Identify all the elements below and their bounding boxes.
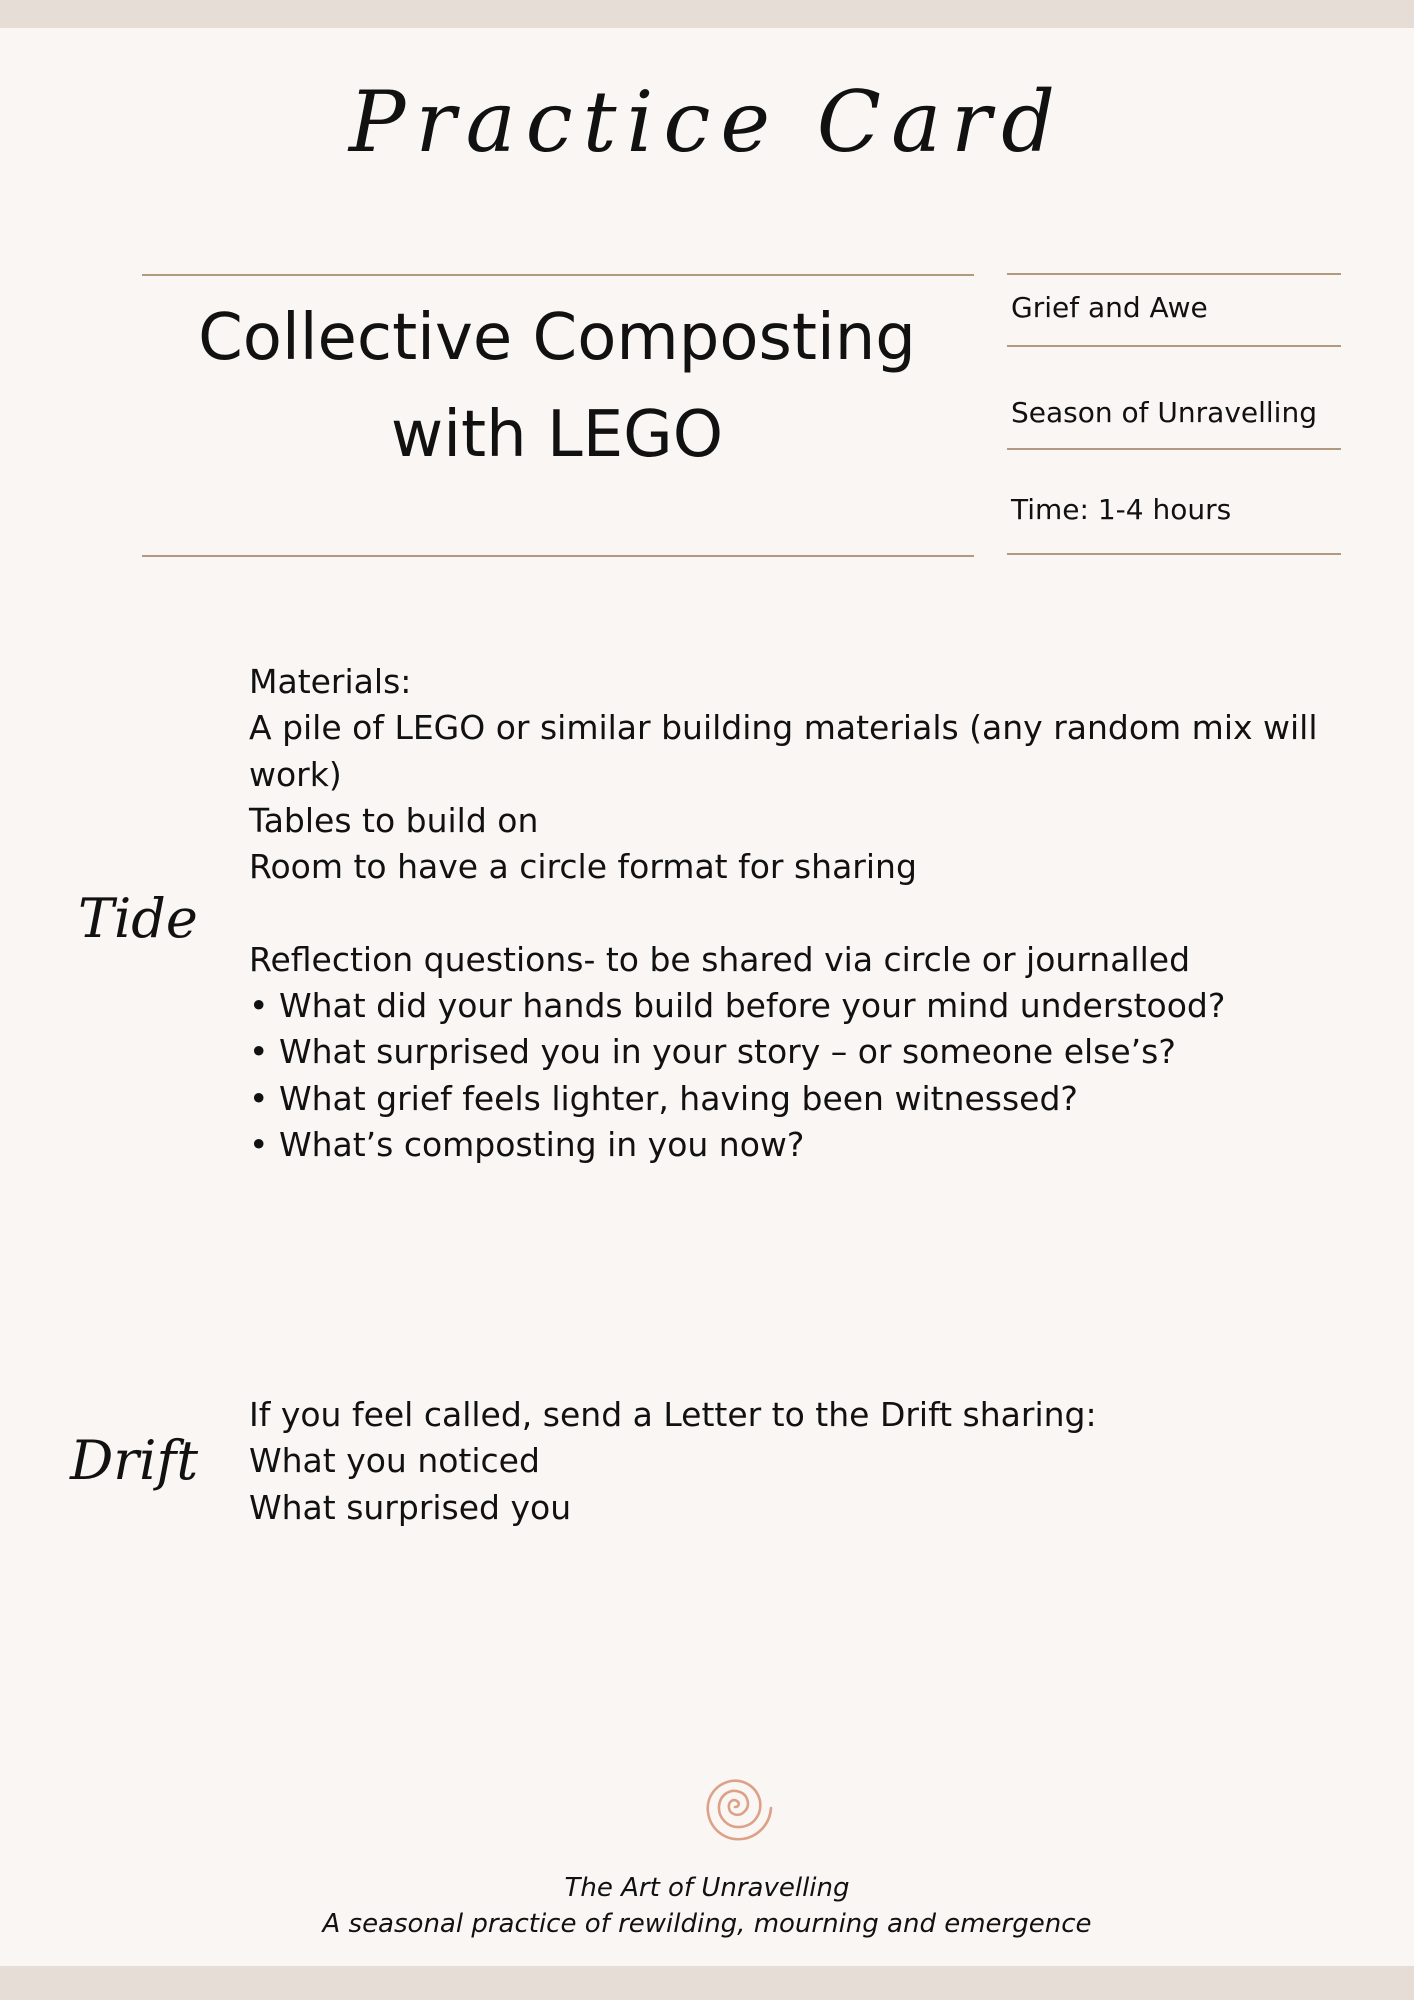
materials-item: Room to have a circle format for sharing	[249, 847, 917, 887]
meta-time: Time: 1-4 hours	[1011, 493, 1232, 526]
footer-tagline: A seasonal practice of rewilding, mourning and emergence	[322, 1909, 1092, 1939]
footer-title: The Art of Unravelling	[564, 1873, 850, 1903]
reflection-heading: Reflection questions- to be shared via circle or journalled	[249, 939, 1191, 979]
meta-rule-4	[1007, 553, 1341, 555]
drift-content	[249, 1392, 1369, 1531]
tide-content	[249, 659, 1369, 1168]
meta-rule-2	[1007, 345, 1341, 347]
meta-season: Season of Unravelling	[1011, 396, 1317, 429]
reflection-question: • What grief feels lighter, having been witnessed?	[249, 1078, 1078, 1118]
meta-rule-1	[1007, 273, 1341, 275]
materials-heading: Materials:	[249, 662, 412, 701]
section-spacer	[249, 890, 1369, 936]
materials-item: Tables to build on	[249, 800, 539, 840]
drift-label: Drift	[70, 1429, 199, 1492]
card-title	[142, 290, 972, 484]
meta-theme: Grief and Awe	[1011, 291, 1208, 324]
drift-line: What you noticed	[249, 1441, 540, 1481]
card-title-line-2: with LEGO	[390, 398, 724, 472]
drift-line: What surprised you	[249, 1487, 572, 1527]
materials-item: work)	[249, 754, 342, 794]
drift-line: If you feel called, send a Letter to the Drift sharing:	[249, 1395, 1097, 1434]
spiral-icon	[690, 1762, 780, 1852]
tide-label: Tide	[78, 887, 198, 950]
title-bottom-rule	[142, 555, 974, 557]
reflection-question: • What did your hands build before your mind understood?	[249, 986, 1226, 1026]
reflection-question: • What’s composting in you now?	[249, 1124, 805, 1164]
title-top-rule	[142, 274, 974, 276]
card-title-line-1: Collective Composting	[198, 301, 916, 375]
page-heading: Practice Card	[348, 73, 1066, 171]
meta-rule-3	[1007, 448, 1341, 450]
materials-item: A pile of LEGO or similar building materials (any random mix will	[249, 708, 1318, 748]
reflection-question: • What surprised you in your story – or someone else’s?	[249, 1032, 1176, 1072]
